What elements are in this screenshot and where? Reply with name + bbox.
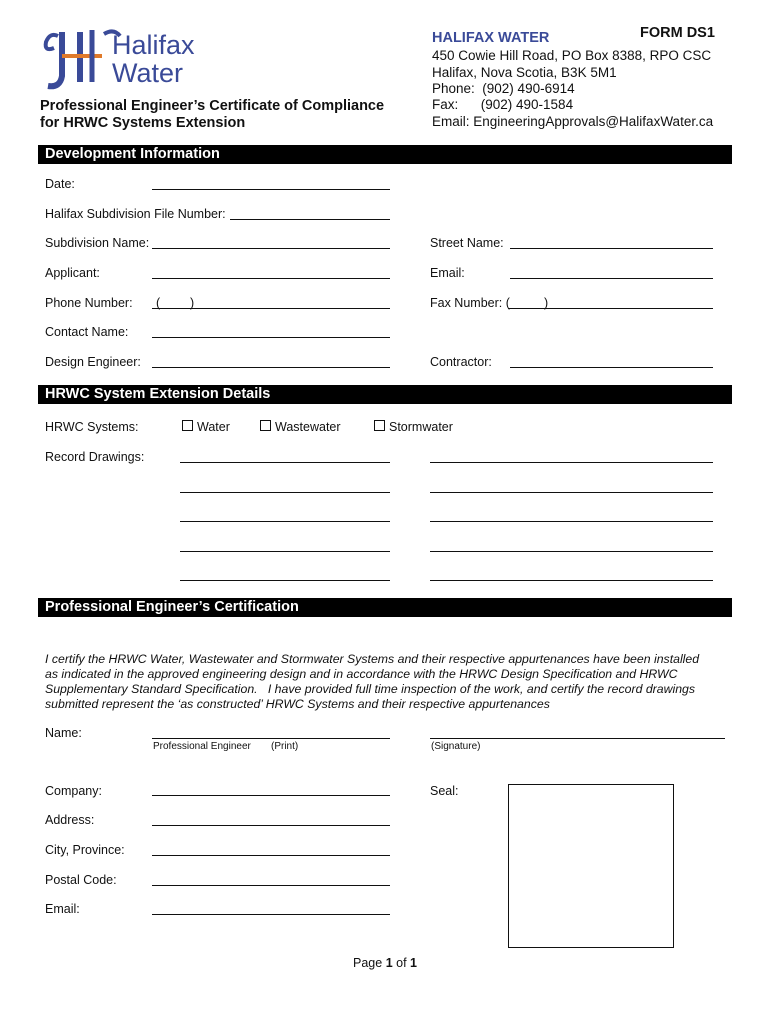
file-number-field[interactable] xyxy=(230,219,390,220)
record-drawings-label: Record Drawings: xyxy=(45,450,145,464)
contractor-label: Contractor: xyxy=(430,355,492,369)
file-number-label: Halifax Subdivision File Number: xyxy=(45,207,226,221)
engineer-email-field[interactable] xyxy=(152,914,390,915)
postal-code-label: Postal Code: xyxy=(45,873,117,887)
org-name: HALIFAX WATER xyxy=(432,30,550,46)
postal-code-field[interactable] xyxy=(152,885,390,886)
section-certification-heading: Professional Engineer’s Certification xyxy=(38,598,732,617)
hrwc-systems-label: HRWC Systems: xyxy=(45,420,139,434)
org-address: 450 Cowie Hill Road, PO Box 8388, RPO CSC xyxy=(432,48,712,63)
record-drawing-field-2b[interactable] xyxy=(430,492,713,493)
water-option-label: Water xyxy=(197,420,230,434)
org-phone: Phone: (902) 490-6914 xyxy=(432,81,575,96)
record-drawing-field-3a[interactable] xyxy=(180,521,390,522)
contact-label: Contact Name: xyxy=(45,325,129,339)
phone-area-open: ( xyxy=(156,296,161,310)
statement-line-1: I certify the HRWC Water, Wastewater and Stormwater Systems and their respective appurtenances have been installed xyxy=(45,652,700,666)
phone-label: Phone Number: xyxy=(45,296,133,310)
form-title-line2: for HRWC Systems Extension xyxy=(40,115,246,131)
water-checkbox[interactable] xyxy=(182,420,230,434)
org-city: Halifax, Nova Scotia, B3K 5M1 xyxy=(432,65,617,80)
seal-label: Seal: xyxy=(430,784,459,798)
professional-engineer-caption: Professional Engineer xyxy=(153,741,251,752)
design-engineer-field[interactable] xyxy=(152,367,390,368)
phone-area-close: ) xyxy=(190,296,195,310)
record-drawing-field-1b[interactable] xyxy=(430,462,713,463)
company-field[interactable] xyxy=(152,795,390,796)
checkbox-box-icon xyxy=(260,420,271,431)
record-drawing-field-5a[interactable] xyxy=(180,580,390,581)
org-fax: Fax: (902) 490-1584 xyxy=(432,97,574,112)
wastewater-option-label: Wastewater xyxy=(275,420,341,434)
applicant-field[interactable] xyxy=(152,278,390,279)
stormwater-option-label: Stormwater xyxy=(389,420,453,434)
wastewater-checkbox[interactable] xyxy=(260,420,341,434)
contact-field[interactable] xyxy=(152,337,390,338)
record-drawing-field-3b[interactable] xyxy=(430,521,713,522)
page-prefix: Page xyxy=(353,956,386,970)
subdivision-field[interactable] xyxy=(152,248,390,249)
halifax-water-logo xyxy=(40,26,230,92)
logo-word-water: Water xyxy=(112,58,184,88)
page-total: 1 xyxy=(410,956,417,970)
city-province-field[interactable] xyxy=(152,855,390,856)
address-field[interactable] xyxy=(152,825,390,826)
checkbox-box-icon xyxy=(374,420,385,431)
form-title-line1: Professional Engineer’s Certificate of Compliance xyxy=(40,98,385,114)
design-engineer-label: Design Engineer: xyxy=(45,355,141,369)
company-label: Company: xyxy=(45,784,102,798)
engineer-email-label: Email: xyxy=(45,902,80,916)
email-field[interactable] xyxy=(510,278,713,279)
fax-label: Fax Number: ( xyxy=(430,296,510,310)
fax-field[interactable] xyxy=(508,308,713,309)
record-drawing-field-2a[interactable] xyxy=(180,492,390,493)
form-id: FORM DS1 xyxy=(640,25,715,41)
email-label: Email: xyxy=(430,266,465,280)
name-label: Name: xyxy=(45,726,82,740)
record-drawing-field-4a[interactable] xyxy=(180,551,390,552)
record-drawing-field-4b[interactable] xyxy=(430,551,713,552)
record-drawing-field-1a[interactable] xyxy=(180,462,390,463)
org-email: Email: EngineeringApprovals@HalifaxWater.ca xyxy=(432,114,714,129)
seal-box[interactable] xyxy=(508,784,674,948)
page-current: 1 xyxy=(385,956,393,970)
city-province-label: City, Province: xyxy=(45,843,125,857)
applicant-label: Applicant: xyxy=(45,266,100,280)
checkbox-box-icon xyxy=(182,420,193,431)
page-number xyxy=(0,956,770,970)
page-of: of xyxy=(392,956,411,970)
certification-statement xyxy=(45,637,699,727)
statement-line-3: Supplementary Standard Specification. I have provided full time inspection of the work, and certify the record drawings xyxy=(45,682,696,696)
logo-word-halifax: Halifax xyxy=(112,30,195,60)
print-caption: (Print) xyxy=(271,741,299,752)
section-extension-heading: HRWC System Extension Details xyxy=(38,385,732,404)
stormwater-checkbox[interactable] xyxy=(374,420,453,434)
statement-line-2: as indicated in the approved engineering design and in accordance with the HRWC Design Specification and HRWC xyxy=(45,667,678,681)
engineer-name-field[interactable] xyxy=(152,738,390,739)
date-label: Date: xyxy=(45,177,75,191)
street-label: Street Name: xyxy=(430,236,504,250)
statement-line-4: submitted represent the ‘as constructed’ HRWC Systems and their respective appurtenances xyxy=(45,697,550,711)
street-field[interactable] xyxy=(510,248,713,249)
signature-field[interactable] xyxy=(430,738,725,739)
record-drawing-field-5b[interactable] xyxy=(430,580,713,581)
signature-caption: (Signature) xyxy=(431,741,481,752)
fax-area-close: ) xyxy=(544,296,549,310)
phone-field[interactable] xyxy=(152,308,390,309)
contractor-field[interactable] xyxy=(510,367,713,368)
address-label: Address: xyxy=(45,813,95,827)
section-development-heading: Development Information xyxy=(38,145,732,164)
subdivision-label: Subdivision Name: xyxy=(45,236,150,250)
date-field[interactable] xyxy=(152,189,390,190)
